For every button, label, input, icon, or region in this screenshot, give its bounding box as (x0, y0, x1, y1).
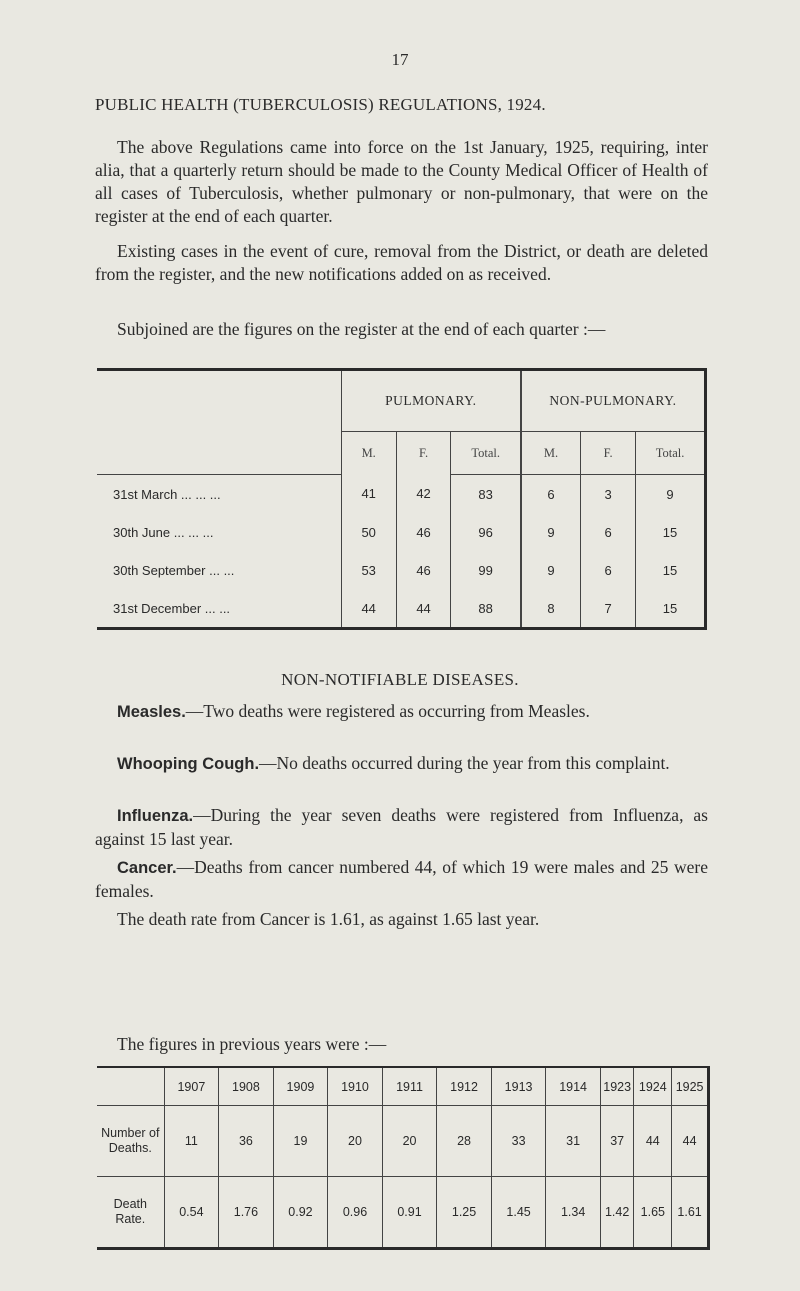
empty-header-cell (97, 1067, 164, 1106)
row-label: 31st December ... ... (113, 600, 231, 616)
cell: 88 (451, 589, 521, 629)
cell: 46 (396, 551, 451, 589)
cell: 0.96 (328, 1177, 383, 1249)
cell: 1.65 (634, 1177, 672, 1249)
cell: 20 (328, 1106, 383, 1177)
cell: 6 (581, 513, 636, 551)
cell: 83 (451, 475, 521, 514)
cell: 41 (341, 475, 396, 514)
table-row (97, 589, 706, 629)
page-number: 17 (391, 50, 409, 69)
paragraph-cancer (95, 856, 708, 903)
disease-text: —Deaths from cancer numbered 44, of which 19 were males and 25 were females. (95, 857, 708, 901)
disease-name: Cancer. (117, 859, 177, 877)
cell: 0.92 (273, 1177, 328, 1249)
subheader-m: M. (341, 432, 396, 475)
subheader-f: F. (396, 432, 451, 475)
cell: 9 (521, 551, 581, 589)
table-row (97, 475, 706, 514)
cell: 1.34 (546, 1177, 601, 1249)
cell: 15 (636, 589, 706, 629)
cell: 20 (382, 1106, 437, 1177)
cell: 99 (451, 551, 521, 589)
year-header: 1909 (273, 1067, 328, 1106)
cell: 6 (521, 475, 581, 514)
disease-name: Measles. (117, 703, 186, 721)
paragraph-existing-cases: Existing cases in the event of cure, removal from the District, or death are deleted from the register, and the new notifications added on as received. (95, 241, 708, 284)
cell: 15 (636, 551, 706, 589)
empty-header-cell (97, 370, 341, 432)
table-row (97, 1177, 709, 1249)
cell: 9 (636, 475, 706, 514)
cell: 96 (451, 513, 521, 551)
cell: 6 (581, 551, 636, 589)
section-title: PUBLIC HEALTH (TUBERCULOSIS) REGULATIONS, 1924. (95, 95, 546, 114)
subheader-total: Total. (636, 432, 706, 475)
disease-text: —During the year seven deaths were registered from Influenza, as against 15 last year. (95, 805, 708, 849)
year-header: 1912 (437, 1067, 492, 1106)
cell: 42 (396, 475, 451, 514)
row-label: 30th June ... ... ... (113, 524, 214, 540)
cell: 28 (437, 1106, 492, 1177)
table-row (97, 513, 706, 551)
cell: 1.61 (672, 1177, 709, 1249)
cell: 33 (491, 1106, 546, 1177)
cell: 46 (396, 513, 451, 551)
year-header: 1914 (546, 1067, 601, 1106)
disease-text: —No deaths occurred during the year from this complaint. (259, 753, 670, 773)
cancer-deaths-table (97, 1066, 710, 1250)
paragraph-whooping-cough (95, 752, 708, 776)
subheading-non-notifiable: NON-NOTIFIABLE DISEASES. (281, 670, 519, 689)
paragraph-death-rate: The death rate from Cancer is 1.61, as against 1.65 last year. (117, 909, 540, 929)
table-row (97, 1106, 709, 1177)
year-header: 1908 (219, 1067, 274, 1106)
subheader-m: M. (521, 432, 581, 475)
tuberculosis-register-table (97, 368, 707, 630)
cell: 1.25 (437, 1177, 492, 1249)
cell: 1.45 (491, 1177, 546, 1249)
cell: 19 (273, 1106, 328, 1177)
year-header: 1924 (634, 1067, 672, 1106)
cell: 1.42 (600, 1177, 634, 1249)
cell: 11 (164, 1106, 219, 1177)
cell: 53 (341, 551, 396, 589)
year-header: 1913 (491, 1067, 546, 1106)
cell: 36 (219, 1106, 274, 1177)
paragraph-previous-years: The figures in previous years were :— (117, 1034, 387, 1054)
year-header: 1910 (328, 1067, 383, 1106)
cell: 44 (396, 589, 451, 629)
row-label: Death Rate. (113, 1197, 147, 1226)
row-label: 31st March ... ... ... (113, 486, 221, 502)
table-row (97, 551, 706, 589)
subheader-total: Total. (451, 432, 521, 475)
subheader-f: F. (581, 432, 636, 475)
cell: 44 (672, 1106, 709, 1177)
disease-text: —Two deaths were registered as occurring from Measles. (185, 701, 590, 721)
disease-name: Influenza. (117, 807, 194, 825)
cell: 0.54 (164, 1177, 219, 1249)
cell: 0.91 (382, 1177, 437, 1249)
cell: 1.76 (219, 1177, 274, 1249)
cell: 3 (581, 475, 636, 514)
cell: 44 (341, 589, 396, 629)
group-header-non-pulmonary: NON-PULMONARY. (521, 370, 706, 432)
cell: 37 (600, 1106, 634, 1177)
cell: 15 (636, 513, 706, 551)
year-header: 1911 (382, 1067, 437, 1106)
year-header: 1923 (600, 1067, 634, 1106)
year-header: 1907 (164, 1067, 219, 1106)
paragraph-measles (95, 700, 708, 724)
empty-subheader-cell (97, 432, 341, 475)
cell: 9 (521, 513, 581, 551)
cell: 31 (546, 1106, 601, 1177)
disease-name: Whooping Cough. (117, 755, 260, 773)
cell: 50 (341, 513, 396, 551)
paragraph-influenza (95, 804, 708, 851)
cell: 7 (581, 589, 636, 629)
paragraph-subjoined: Subjoined are the figures on the register at the end of each quarter :— (117, 319, 606, 339)
cell: 8 (521, 589, 581, 629)
cell: 44 (634, 1106, 672, 1177)
row-label: Number of Deaths. (97, 1106, 164, 1177)
group-header-pulmonary: PULMONARY. (341, 370, 521, 432)
year-header: 1925 (672, 1067, 709, 1106)
row-label: 30th September ... ... (113, 562, 235, 578)
paragraph-regulations: The above Regulations came into force on the 1st January, 1925, requiring, inter alia, that a quarterly return should be made to the County Medical Officer of Health of all cases of Tuberculosis, whether pulmonary or non-pulmonary, that were on the register at the end of each quarter. (95, 137, 708, 226)
